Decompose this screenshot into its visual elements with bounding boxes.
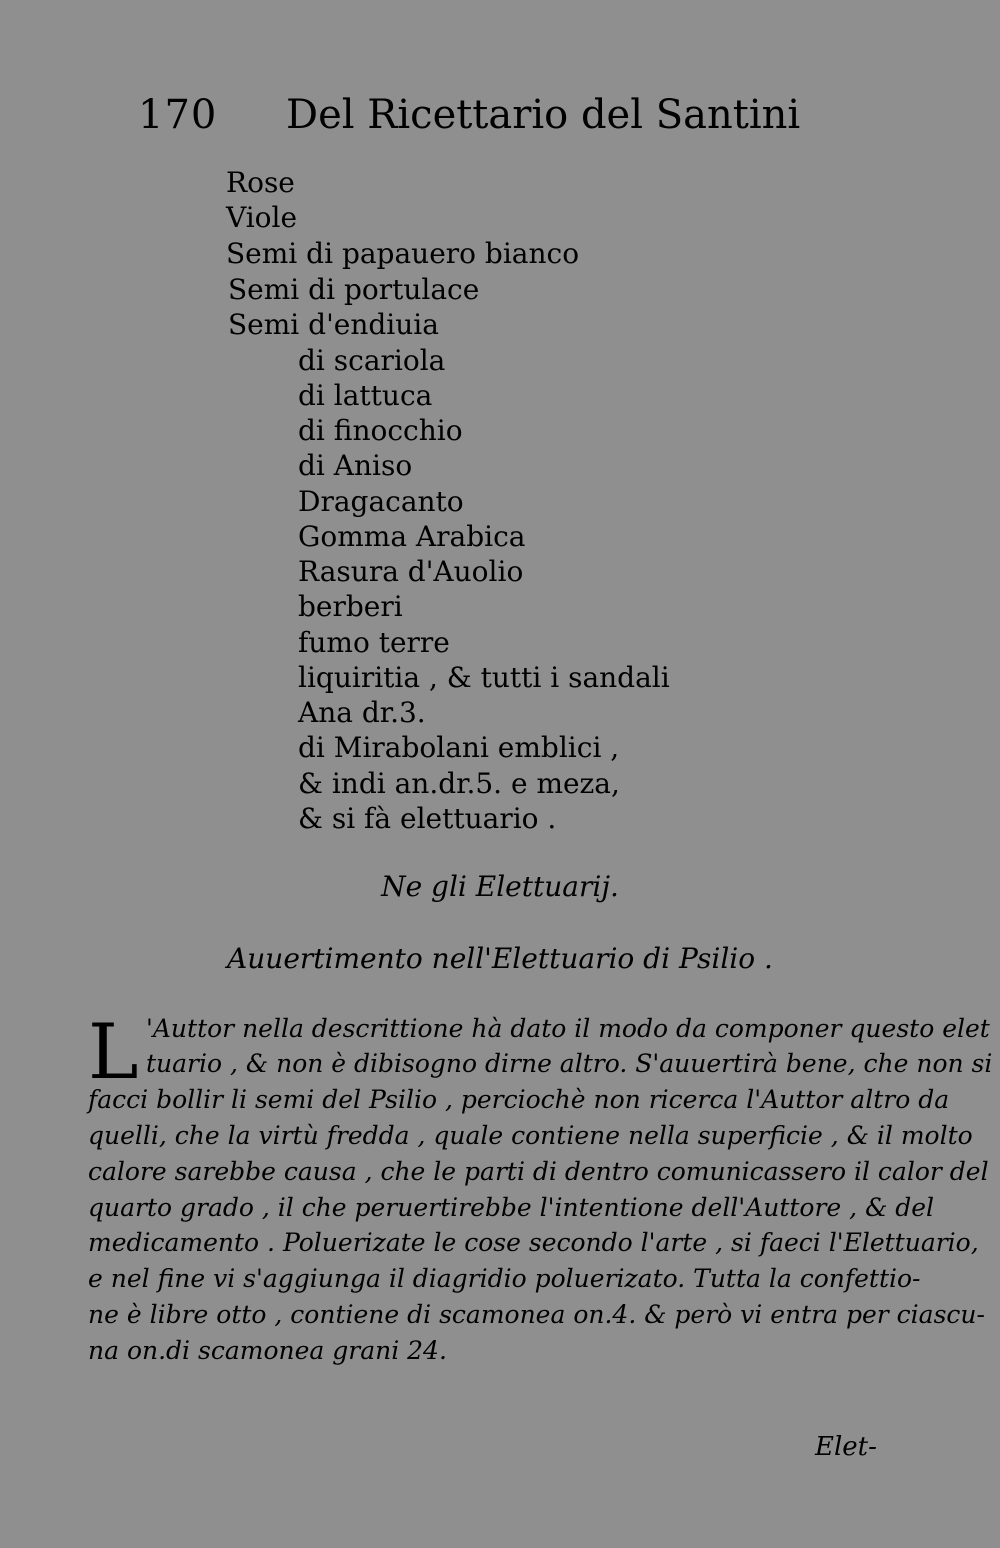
ingredient-line: & indi an.dr.5. e meza, [298,767,620,800]
paragraph-line: 'Auttor nella descrittione hà dato il modo da componer questo elet [146,1014,990,1043]
paragraph-line: tuario , & non è dibisogno dirne altro. S'auuertirà bene, che non si [146,1049,993,1078]
ingredient-line: liquiritia , & tutti i sandali [298,661,670,694]
paragraph-line: quelli, che la virtù fredda , quale contiene nella superficie , & il molto [88,1121,973,1150]
ingredient-line: berberi [298,590,403,623]
ingredient-line: di lattuca [298,379,433,412]
ingredient-line: fumo terre [298,626,450,659]
drop-cap: L [88,1007,139,1096]
ingredient-line: Viole [226,201,298,234]
ingredient-line: Semi d'endiuia [228,308,439,341]
ingredient-line: Dragacanto [298,485,464,518]
ingredient-line: Ana dr.3. [298,696,426,729]
ingredient-line: Gomma Arabica [298,520,526,553]
ingredient-line: di Mirabolani emblici , [298,731,620,764]
ingredient-line: & si fà elettuario . [298,802,557,835]
ingredient-line: Semi di papauero bianco [226,237,580,270]
paragraph-line: na on.di scamonea grani 24. [88,1336,447,1365]
paragraph-line: e nel fine vi s'aggiunga il diagridio poluerizato. Tutta la confettio- [88,1264,921,1293]
paragraph-line: ne è libre otto , contiene di scamonea on.4. & però vi entra per ciascu- [88,1300,985,1329]
page-number: 170 [138,92,218,138]
paragraph-line: facci bollir li semi del Psilio , perciochè non ricerca l'Auttor altro da [88,1085,950,1114]
page-header [138,92,801,152]
ingredient-line: di finocchio [298,414,463,447]
subheading: Auuertimento nell'Elettuario di Psilio . [227,942,773,975]
ingredient-line: di scariola [298,344,446,377]
running-title: Del Ricettario del Santini [286,92,801,138]
ingredient-line: Rose [226,166,295,199]
paragraph-line: medicamento . Poluerizate le cose secondo l'arte , si faeci l'Elettuario, [88,1228,979,1257]
paragraph-line: quarto grado , il che peruertirebbe l'intentione dell'Auttore , & del [88,1193,935,1222]
ingredient-line: Rasura d'Auolio [298,555,524,588]
ingredient-line: di Aniso [298,449,413,482]
catchword: Elet- [815,1432,877,1462]
ingredient-line: Semi di portulace [228,273,480,306]
section-heading: Ne gli Elettuarij. [381,870,619,903]
paragraph-line: calore sarebbe causa , che le parti di dentro comunicassero il calor del [88,1157,989,1186]
